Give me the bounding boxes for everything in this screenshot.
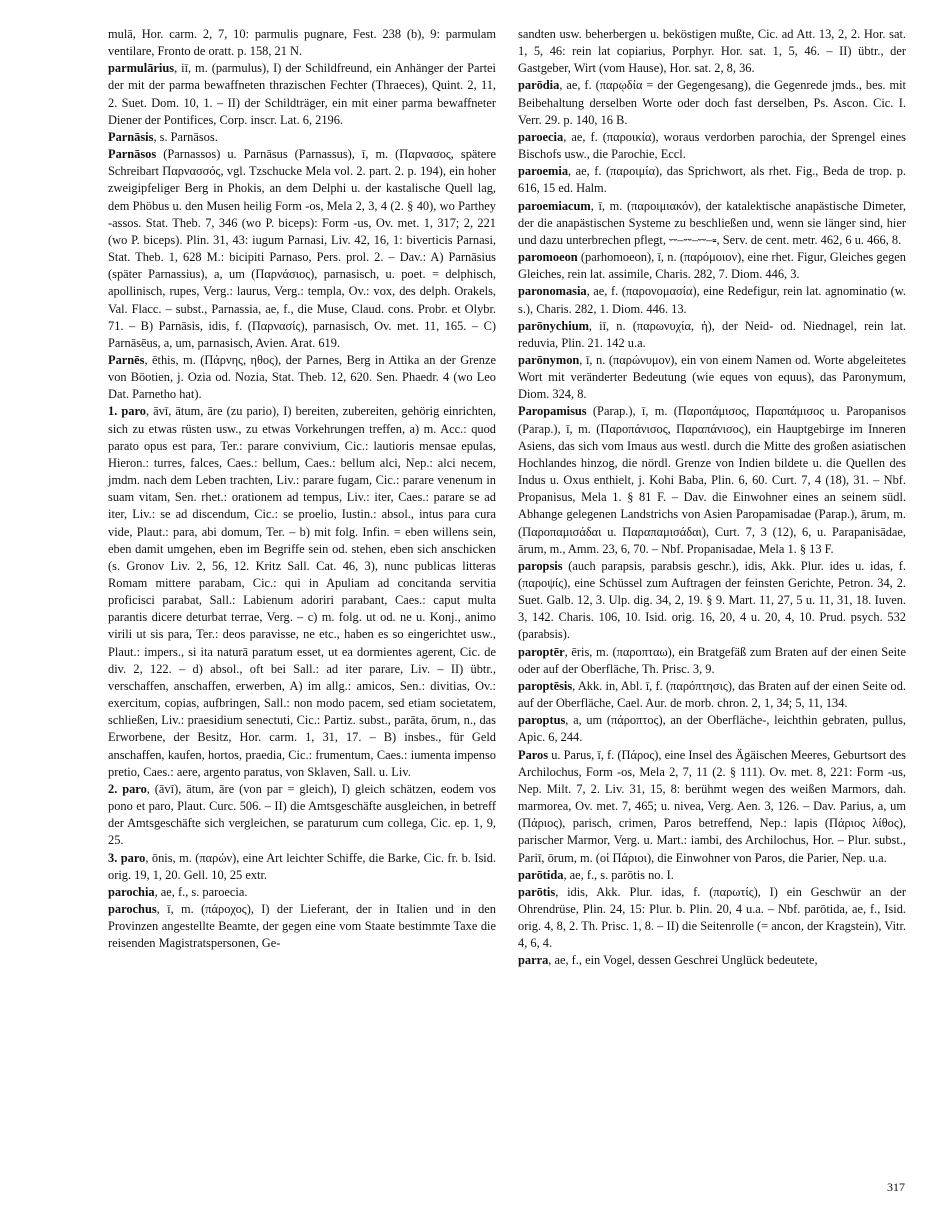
entry-headword: parochia (108, 884, 155, 899)
dictionary-entry (518, 747, 906, 867)
entry-headword: Parnāsis (108, 129, 154, 144)
dictionary-entry (108, 884, 496, 901)
dictionary-entry (518, 198, 906, 249)
dictionary-entry (518, 403, 906, 557)
entry-definition: , idis, Akk. Plur. idas, f. (παρωτίς), I) ein Geschwür an der Ohrendrüse, Plin. 24, 15: Plur. b. Plin. 20, 4 u.a. – Nbf. parōtida, ae, f., Isid. orig. 4, 8, 2. Th. Prisc. 1, 8. – II) die Seitenrolle (= ancon, der Kragstein), Vitr. 4, 6, 4. (518, 884, 906, 951)
entry-headword: 2. paro (108, 781, 147, 796)
right-column (518, 26, 906, 970)
dictionary-entry (518, 952, 906, 969)
dictionary-entry (518, 712, 906, 746)
dictionary-entry (108, 403, 496, 780)
entry-headword: Paropamisus (518, 404, 587, 419)
dictionary-entry (518, 352, 906, 403)
entry-definition: , iī, m. (parmulus), I) der Schildfreund, ein Anhänger der Partei der mit der parma bewaffneten thrazischen Fechter (Thraeces), Quint. 2, 11, 2. Suet. Dom. 10, 1. – II) der Schildträger, ein mit einer parma bewaffneter Diener der Pontifices, Corp. inscr. Lat. 6, 2196. (108, 61, 496, 127)
dictionary-entry (108, 352, 496, 403)
dictionary-entry (108, 129, 496, 146)
dictionary-entry (108, 781, 496, 850)
dictionary-entry (518, 884, 906, 953)
entry-headword: paronomasia (518, 284, 587, 299)
entry-definition: mulā, Hor. carm. 2, 7, 10: parmulis pugnare, Fest. 238 (b), 9: parmulam ventilare, Fronto de oratt. p. 158, 21 N. (108, 27, 496, 59)
entry-definition: u. Parus, ī, f. (Πάρος), eine Insel des Ägäischen Meeres, Geburtsort des Archilochus, Form -os, Mela 2, 7, 11 (2. § 111). Ov. met. 8, 221: Form -us, Nep. Milt. 7, 2. Liv. 31, 15, 8: berühmt wegen des weißen Marmors, dah. marmorea, Ov. met. 7, 465; u. nivea, Verg. Aen. 3, 126. – Dav. Parius, a, um (Πάριος), parisch, crimen, Paros betreffend, Nep.: lapis (Πάριος λίθος), parischer Marmor, Verg. u. Mart.: iambi, des Archilochus, Hor. – Plur. subst., Pariī, ōrum, m. (οἱ Πάριοι), die Einwohner von Paros, die Parier, Nep. u.a. (518, 747, 906, 865)
dictionary-entry (518, 283, 906, 317)
entry-definition: , ōnis, m. (παρών), eine Art leichter Schiffe, die Barke, Cic. fr. b. Isid. orig. 19, 1, 20. Gell. 10, 25 extr. (108, 850, 497, 882)
dictionary-entry (108, 60, 496, 129)
entry-definition: , s. Parnāsos. (153, 129, 218, 144)
dictionary-entry (108, 26, 496, 60)
entry-headword: Parnēs (108, 352, 145, 367)
entry-definition: , ae, f. (παρῳδία = der Gegengesang), die Gegenrede jmds., bes. mit Beibehaltung derselben Worte oder doch fast derselben, Ps. Ascon. Cic. I. Verr. 29. p. 140, 16 B. (518, 78, 906, 127)
entry-definition: (auch parapsis, parabsis geschr.), idis, Akk. Plur. ides u. idas, f. (παροψίς), eine Schüssel zum Auftragen der feinsten Gerichte, Petron. 34, 2. Suet. Galb. 12, 3. Ulp. dig. 34, 2, 19. § 9. Mart. 11, 27, 5 u. 11, 31, 18. Iuven. 3, 142. Charis. 106, 10. Isid. orig. 16, 20, 4 u. 20, 4, 10. Prud. psych. 532 (parabsis). (518, 558, 906, 642)
entry-headword: paroemia (518, 164, 569, 179)
entry-definition: , ī, n. (παρώνυμον), ein von einem Namen od. Worte abgeleitetes Wort mit veränderter Bedeutung (wie eques von equus), das Paronymum, Diom. 324, 8. (518, 352, 906, 402)
entry-headword: parōnymon (518, 352, 580, 367)
entry-definition: , ēris, m. (παροπταω), ein Bratgefäß zum Braten auf der einen Seite oder auf der Oberfläche, Th. Prisc. 3, 9. (518, 644, 906, 676)
entry-definition: , ī, m. (παροιμιακόν), der katalektische anapästische Dimeter, der die anapästischen Systeme zu beschließen und, wenn sie länger sind, hier und dazu unterbrechen pflegt, ⏑⏑‒⏑⏑‒⏑⏑‒⏓, Serv. de cent. metr. 462, 6 u. 466, 8. (518, 198, 906, 247)
entry-headword: parōnychium (518, 318, 589, 333)
entry-definition: , (āvī), ātum, āre (von par = gleich), I) gleich schätzen, eodem vos pono et paro, Plaut. Curc. 506. – II) die Amtsgeschäfte ausgleichen, in betreff der Amtsgeschäfte sich vergleichen, se paraturum cum collega, Cic. ep. 1, 9, 25. (108, 781, 496, 848)
entry-headword: 3. paro (108, 850, 146, 865)
dictionary-entry (108, 146, 496, 352)
dictionary-entry (518, 644, 906, 678)
entry-definition: sandten usw. beherbergen u. beköstigen mußte, Cic. ad Att. 13, 2, 2. Hor. sat. 1, 5, 46: rein lat copiarius, Porphyr. Hor. sat. 1, 5, 46. – II) übtr., der Gastgeber, Wirt (vom Hause), Hor. sat. 2, 8, 36. (518, 27, 906, 76)
entry-definition: , ī, m. (πάροχος), I) der Lieferant, der in Italien und in den Provinzen angestellte Beamte, der gegen eine vom Staate bestimmte Taxe die reisenden Magistratspersonen, Ge- (108, 901, 496, 951)
dictionary-entry (108, 901, 496, 952)
entry-headword: paroptēr (518, 644, 565, 659)
entry-definition: , ēthis, m. (Πάρνης, ηθος), der Parnes, Berg in Attika an der Grenze von Böotien, j. Ozia od. Nozia, Stat. Theb. 12, 620. Sen. Phaedr. 4 (wo Leo Dat. Parnetho hat). (108, 352, 496, 402)
entry-headword: paroemiacum (518, 198, 591, 213)
dictionary-entry (518, 558, 906, 644)
entry-definition: , āvī, ātum, āre (zu pario), I) bereiten, zubereiten, gehörig einrichten, sich zu etwas rüsten usw., zu etwas Vorkehrungen treffen, a) m. Acc.: quod parato opus est para, Ter.: parare convivium, Cic.: lautioris mensae epulas, Hieron.: turres, falces, Caes.: bellum, Caes.: bellum alci, Nep.: alci necem, jmdm. nach dem Leben trachten, Liv.: parare fugam, Cic.: parare venenum in suam vitam, Sen. rhet.: orationem ad tempus, Liv.: iter, Caes.: parare se ad iter, Liv.: se ad discendum, Cic.: se proelio, Iustin.: absol., intus para cura vide, Plaut.: para, abi domum, Ter. – b) mit folg. Infin. = eben willens sein, eben damit umgehen, eben im Begriffe sein od. stehen, eben sich anschicken (s. Gronov Liv. 2, 56, 12. Kritz Sall. Cat. 46, 3), nunc publicas litteras Romam mittere parabam, Cic.: qui in Apuliam ad concitanda servitia proficisci parabat, Sall.: Labienum adoriri parabant, Caes.: caput multa parantis dicere deturbat terrae, Verg. – c) m. folg. ut od. ne u. Konj., animo virili ut sis para, Ter.: deos paravisse, ne etc., haben es so eingerichtet usw., Plaut.: impers., si ita naturā paratum esset, ut ea dormientes agerent, Cic. de div. 2, 122. – d) absol., oft bei Sall.: ad iter parare, Liv. – II) übtr., verschaffen, anschaffen, erwerben, A) im allg.: amicos, Sen.: divitias, Ov.: exercitum, copias, aufbringen, Sall.: non modo pacem, sed etiam societatem, schließen, Liv.: praesidium senectuti, Cic.: Partiz. subst., parāta, ōrum, n., das Erworbene, der Besitz, Hor. carm. 1, 31, 17. – B) insbes., für Geld anschaffen, kaufen, hortos, praedia, Cic.: frumentum, Caes.: iumenta impenso pretio, Caes.: aere, argento paratus, von Sklaven, Sall. u. Liv. (108, 404, 496, 779)
entry-headword: Parnāsos (108, 147, 157, 162)
entry-definition: , ae, f. (παροικία), woraus verdorben parochia, der Sprengel eines Bischofs usw., die Parochie, Eccl. (518, 129, 906, 162)
entry-headword: paropsis (518, 558, 563, 573)
entry-definition: (parhomoeon), ī, n. (παρόμοιον), eine rhet. Figur, Gleiches gegen Gleiches, rein lat. assimile, Charis. 282, 7. Diom. 446, 3. (518, 250, 906, 282)
entry-definition: , ae, f., s. paroecia. (154, 884, 248, 899)
page-number: 317 (887, 1180, 905, 1194)
entry-definition: , ae, f., ein Vogel, dessen Geschrei Unglück bedeutete, (548, 953, 818, 968)
entry-headword: parra (518, 953, 549, 968)
entry-headword: paroptus (518, 713, 566, 728)
entry-headword: parōtida (518, 867, 564, 882)
entry-headword: paromoeon (518, 250, 578, 265)
entry-headword: Paros (518, 747, 549, 762)
dictionary-entry (518, 163, 906, 197)
entry-headword: paroecia (518, 129, 564, 144)
entry-definition: (Parap.), ī, m. (Παροπάμισος, Παραπάμισος u. Paropanisos (Parap.), ī, m. (Παροπάνισος, Παραπάνισος), ein Hauptgebirge im Inneren Asiens, das sich vom Imaus aus westl. durch die Mitte des großen asiatischen Hochlandes hinzog, die nördl. Grenze von Indien bildete u. die Quellen des Indus u. Oxus enthielt, j. Kohi Baba, Plin. 6, 60. Curt. 7, 4 (18), 31. – Nbf. Propanisus, Mela 1. § 81 F. – Dav. die Einwohner eines an seinem südl. Abhange gelegenen Landstrichs von Asien Paropamisadae (Parap.), ārum, m. (Παροπαμισάδαι u. Παραπαμισάδαι), Curt. 7, 3 (12), 6, u. Parapanisādae, ārum, m., Amm. 23, 6, 70. – Nbf. Propanisadae, Mela 1. § 13 F. (518, 404, 906, 556)
dictionary-entry (518, 867, 906, 884)
dictionary-entry (518, 26, 906, 77)
dictionary-entry (518, 77, 906, 128)
entry-definition: , Akk. in, Abl. ī, f. (παρόπτησις), das Braten auf der einen Seite od. auf der Oberfläche, Cael. Aur. de morb. chron. 2, 1, 34; 5, 11, 134. (518, 678, 906, 711)
entry-headword: parōdia (518, 78, 560, 93)
entry-definition: , iī, n. (παρωνυχία, ἡ), der Neid- od. Niednagel, rein lat. reduvia, Plin. 21. 142 u.a. (518, 318, 906, 350)
entry-headword: parmulārius (108, 61, 175, 76)
entry-definition: , a, um (πάροπτος), an der Oberfläche-, leichthin gebraten, pullus, Apic. 6, 244. (518, 713, 906, 745)
dictionary-entry (518, 249, 906, 283)
dictionary-entry (518, 129, 906, 163)
dictionary-entry (518, 678, 906, 712)
entry-headword: parochus (108, 901, 157, 916)
entry-headword: 1. paro (108, 404, 146, 419)
entry-definition: , ae, f. (παροιμία), das Sprichwort, als rhet. Fig., Beda de trop. p. 616, 15 ed. Halm. (518, 164, 906, 196)
entry-headword: paroptēsis (518, 678, 573, 693)
entry-definition: (Parnassos) u. Parnāsus (Parnassus), ī, m. (Παρνασος, spätere Schreibart Παρνασσός, vgl. Tzschucke Mela vol. 2. part. 2. p. 194), ein hoher zweigipfeliger Berg in Phokis, an dem Delphi u. der kastalische Quell lag, dem Phöbus u. den Musen heilig Form -os, Mela 2, 3, 4 (2. § 40), wo Parthey -assos. Stat. Theb. 7, 346 (wo P. biceps): Form -us, Ov. met. 1, 317; 2, 221 (wo P. biceps). Plin. 31, 43: iugum Parnasi, Liv. 42, 16, 1: biverticis Parnasi, Stat. Theb. 1, 628 M.: bicipiti Parnaso, Pers. prol. 2. – Dav.: A) Parnāsius (später Parnassius), a, um (Παρνάσιος), parnasisch, u. poet. = delphisch, apollinisch, rupes, Verg.: laurus, Verg.: templa, Ov.: vox, des delph. Orakels, Val. Flacc. – subst., Parnassia, ae, f., die Muse, Claud. cons. Probr. et Olybr. 71. – B) Parnāsis, idis, f. (Παρνασίς), parnasisch, Ov. met. 11, 165. – C) Parnāsēus, a, um, parnasisch, Avien. Arat. 619. (108, 147, 496, 350)
entry-definition: , ae, f., s. parōtis no. I. (563, 867, 674, 882)
dictionary-entry (108, 850, 496, 884)
left-column (108, 26, 496, 952)
dictionary-entry (518, 318, 906, 352)
entry-headword: parōtis (518, 884, 556, 899)
entry-definition: , ae, f. (παρονομασία), eine Redefigur, rein lat. agnominatio (w. s.), Charis. 282, 1. Diom. 446. 13. (518, 284, 906, 316)
